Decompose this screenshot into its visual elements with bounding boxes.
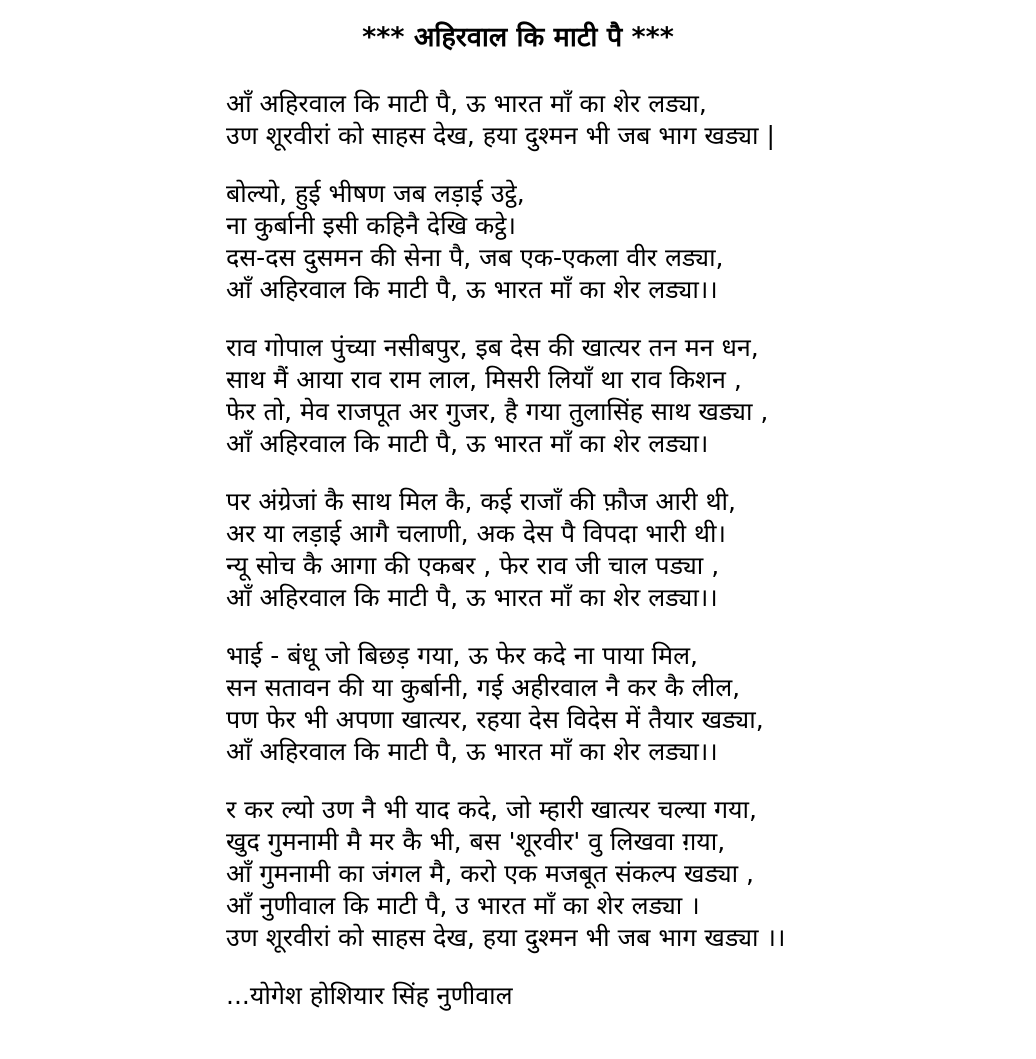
- poem-line: ना कुर्बानी इसी कहिनै देखि कट्ठे।: [226, 211, 516, 240]
- stanza-3: [226, 332, 1026, 460]
- poem-line: दस-दस दुसमन की सेना पै, जब एक-एकला वीर लड्या,: [226, 243, 724, 272]
- poem-line: उण शूरवीरां को साहस देख, हया दुश्मन भी जब भाग खड्या |: [226, 121, 775, 150]
- poem-body: [226, 88, 1026, 1012]
- stanza-4: [226, 486, 1026, 614]
- stanza-6: [226, 794, 1026, 954]
- author-signature: ...योगेश होशियार सिंह नुणीवाल: [226, 981, 513, 1010]
- poem-line: आँ अहिरवाल कि माटी पै, ऊ भारत माँ का शेर लड्या।।: [226, 275, 718, 304]
- poem-title: *** अहिरवाल कि माटी पै ***: [362, 22, 674, 53]
- poem-line: आँ अहिरवाल कि माटी पै, ऊ भारत माँ का शेर लड्या,: [226, 89, 707, 118]
- poem-line: आँ अहिरवाल कि माटी पै, ऊ भारत माँ का शेर लड्या।।: [226, 583, 718, 612]
- poem-line: अर या लड़ाई आगै चलाणी, अक देस पै विपदा भारी थी।: [226, 519, 726, 548]
- stanza-2: [226, 178, 1026, 306]
- poem-line: आँ नुणीवाल कि माटी पै, उ भारत माँ का शेर लड्या ।: [226, 891, 700, 920]
- poem-line: साथ मैं आया राव राम लाल, मिसरी लियाँ था राव किशन ,: [226, 365, 742, 394]
- poem-line: उण शूरवीरां को साहस देख, हया दुश्मन भी जब भाग खड्या ।।: [226, 923, 786, 952]
- poem-line: बोल्यो, हुई भीषण जब लड़ाई उट्ठे,: [226, 179, 525, 208]
- poem-line: खुद गुमनामी मै मर कै भी, बस 'शूरवीर' वु लिखवा ग़या,: [226, 827, 726, 856]
- poem-line: पण फेर भी अपणा खात्यर, रहया देस विदेस में तैयार खड्या,: [226, 705, 764, 734]
- poem-line: आँ गुमनामी का जंगल मै, करो एक मजबूत संकल्प खड्या ,: [226, 859, 754, 888]
- poem-line: आँ अहिरवाल कि माटी पै, ऊ भारत माँ का शेर लड्या।: [226, 429, 709, 458]
- poem-line: राव गोपाल पुंच्या नसीबपुर, इब देस की खात्यर तन मन धन,: [226, 333, 759, 362]
- stanza-5: [226, 640, 1026, 768]
- poem-line: भाई - बंधू जो बिछड़ गया, ऊ फेर कदे ना पाया मिल,: [226, 641, 699, 670]
- poem-line: फेर तो, मेव राजपूत अर गुजर, है गया तुलासिंह साथ खड्या ,: [226, 397, 769, 426]
- poem-line: र कर ल्यो उण नै भी याद कदे, जो म्हारी खात्यर चल्या गया,: [226, 795, 757, 824]
- poem-line: पर अंग्रेजां कै साथ मिल कै, कई राजाँ की फ़ौज आरी थी,: [226, 487, 736, 516]
- poem-line: सन सतावन की या कुर्बानी, गई अहीरवाल नै कर कै लील,: [226, 673, 741, 702]
- poem-line: आँ अहिरवाल कि माटी पै, ऊ भारत माँ का शेर लड्या।।: [226, 737, 718, 766]
- poem-line: न्यू सोच कै आगा की एकबर , फेर राव जी चाल पड्या ,: [226, 551, 720, 580]
- stanza-1: [226, 88, 1026, 152]
